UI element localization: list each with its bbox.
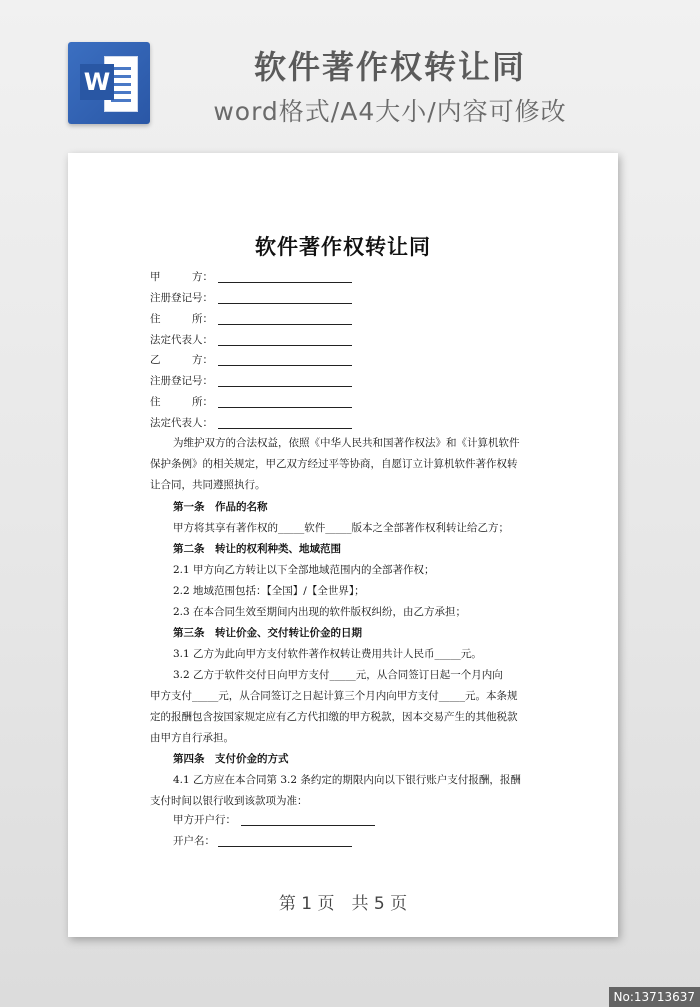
article-3-item-2-line: 3.2 乙方于软件交付日向甲方支付_____元，从合同签订日起一个月内向 xyxy=(173,669,503,681)
banner-subtitle: word格式/A4大小/内容可修改 xyxy=(213,97,567,126)
fill-line xyxy=(218,282,352,283)
article-2-item: 2.2 地域范围包括：【全国】/【全世界】； xyxy=(173,585,365,597)
image-number: No:13713637 xyxy=(609,987,700,1007)
fill-line xyxy=(218,428,352,429)
article-3-title: 第三条 转让价金、交付转让价金的日期 xyxy=(173,627,362,639)
fill-line xyxy=(218,303,352,304)
fill-line xyxy=(218,846,352,847)
article-3-item-2-line: 由甲方自行承担。 xyxy=(150,732,234,744)
article-3-item-2-line: 甲方支付_____元，从合同签订之日起计算三个月内向甲方支付_____元。本条规 xyxy=(150,690,518,702)
article-3-item-1: 3.1 乙方为此向甲方支付软件著作权转让费用共计人民币_____元。 xyxy=(173,648,482,660)
document-page: 软件著作权转让同 甲 方： 注册登记号： 住 所： 法定代表人： 乙 方： 注册登记号： 住 所： 法定代表人： 为维护双方的合法权益，依照《中华人民共和国著作权法》和《计算机软件 保护条例》的相关规定，甲乙双方经过平等协商，自愿订立计算机软件著作权转 让合同，共同遵照执行。 第一条 作品的名称 甲方将其享有著作权的_____软件_____版本之全部著作权利转让给乙方； 第二条 转让的权利种类、地域范围 2.1 甲方向乙方转让以下全部地域范围内的全部著作权； 2.2 地域范围包括：【全国】/【全世界】； 2.3 在本合同生效至期间内出现的软件版权纠纷，由乙方承担； 第三条 转让价金、交付转让价金的日期 3.1 乙方为此向甲方支付软件著作权转让费用共计人民币_____元。 3.2 乙方于软件交付日向甲方支付_____元，从合同签订日起一个月内向 甲方支付_____元，从合同签订之日起计算三个月内向甲方支付_____元。本条规 定的报酬包含按国家规定应有乙方代扣缴的甲方税款，因本交易产生的其他税款 由甲方自行承担。 第四条 支付价金的方式 4.1 乙方应在本合同第 3.2 条约定的期限内向以下银行账户支付报酬，报酬 支付时间以银行收到该款项为准： 甲方开户行： 开户名： 第 1 页 共 5 页 xyxy=(68,153,618,937)
article-2-title: 第二条 转让的权利种类、地域范围 xyxy=(173,543,341,555)
article-1-text: 甲方将其享有著作权的_____软件_____版本之全部著作权利转让给乙方； xyxy=(173,522,509,534)
document-title: 软件著作权转让同 xyxy=(255,234,431,259)
intro-line: 让合同，共同遵照执行。 xyxy=(150,479,266,491)
intro-line: 保护条例》的相关规定，甲乙双方经过平等协商，自愿订立计算机软件著作权转 xyxy=(150,458,518,470)
article-4-line: 支付时间以银行收到该款项为准： xyxy=(150,795,308,807)
fill-line xyxy=(218,386,352,387)
article-4-line: 4.1 乙方应在本合同第 3.2 条约定的期限内向以下银行账户支付报酬，报酬 xyxy=(173,774,521,786)
article-2-item: 2.1 甲方向乙方转让以下全部地域范围内的全部著作权； xyxy=(173,564,435,576)
page-indicator: 第 1 页 共 5 页 xyxy=(278,894,408,914)
fill-line xyxy=(218,407,352,408)
fill-line xyxy=(218,324,352,325)
article-2-item: 2.3 在本合同生效至期间内出现的软件版权纠纷，由乙方承担； xyxy=(173,606,467,618)
article-4-title: 第四条 支付价金的方式 xyxy=(173,753,289,765)
word-letter: W xyxy=(80,64,114,100)
word-icon xyxy=(68,42,150,124)
fill-line xyxy=(218,345,352,346)
fill-line xyxy=(218,365,352,366)
banner-title: 软件著作权转让同 xyxy=(253,48,526,86)
intro-line: 为维护双方的合法权益，依照《中华人民共和国著作权法》和《计算机软件 xyxy=(173,437,520,449)
article-1-title: 第一条 作品的名称 xyxy=(173,501,268,513)
article-3-item-2-line: 定的报酬包含按国家规定应有乙方代扣缴的甲方税款，因本交易产生的其他税款 xyxy=(150,711,518,723)
fill-line xyxy=(241,825,375,826)
